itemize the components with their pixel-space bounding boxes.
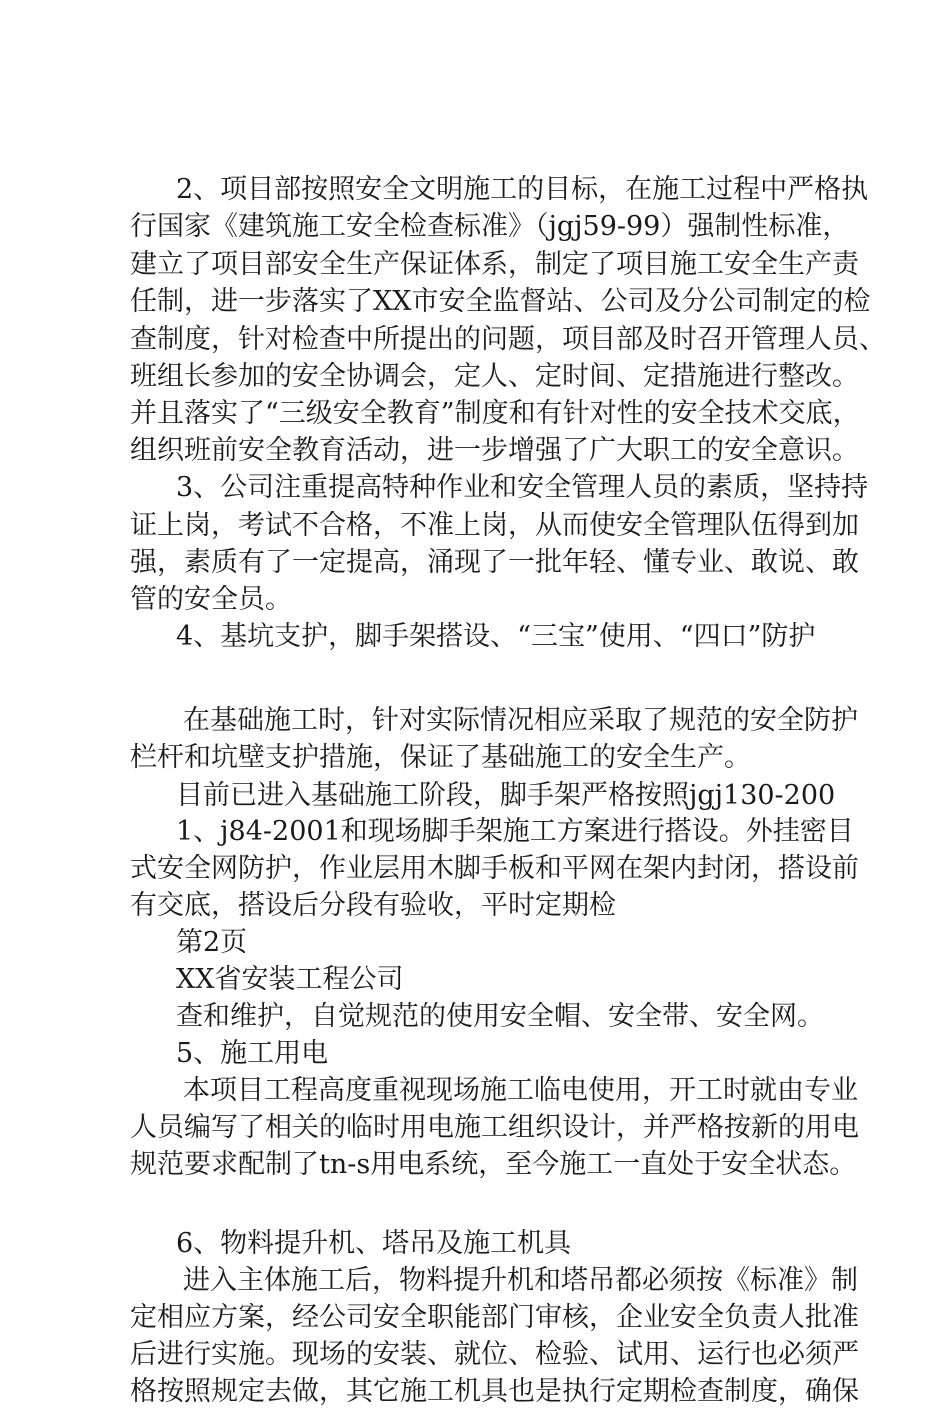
text-line-10: 证上岗，考试不合格，不准上岗，从而使安全管理队伍得到加 xyxy=(130,510,859,541)
text-line-1: 2、项目部按照安全文明施工的目标，在施工过程中严格执 xyxy=(176,174,869,205)
text-line-2: 行国家《建筑施工安全检查标准》（jgj59-99）强制性标准， xyxy=(130,211,850,242)
text-line-15: 栏杆和坑壁支护措施，保证了基础施工的安全生产。 xyxy=(130,742,751,773)
text-line-22: 查和维护，自觉规范的使用安全帽、安全带、安全网。 xyxy=(176,1001,824,1032)
text-line-7: 并且落实了“三级安全教育”制度和有针对性的安全技术交底， xyxy=(130,398,860,429)
text-line-9: 3、公司注重提高特种作业和安全管理人员的素质，坚持持 xyxy=(176,472,869,503)
section-heading-6: 6、物料提升机、塔吊及施工机具 xyxy=(176,1228,572,1259)
text-line-8: 组织班前安全教育活动，进一步增强了广大职工的安全意识。 xyxy=(130,435,859,466)
text-line-25: 人员编写了相关的临时用电施工组织设计，并严格按新的用电 xyxy=(130,1112,859,1143)
text-line-5: 查制度，针对检查中所提出的问题，项目部及时召开管理人员、 xyxy=(130,324,886,355)
text-line-17: 1、j84-2001和现场脚手架施工方案进行搭设。外挂密目 xyxy=(176,816,854,847)
text-line-29: 定相应方案，经公司安全职能部门审核，企业安全负责人批准 xyxy=(130,1302,859,1333)
text-line-16: 目前已进入基础施工阶段，脚手架严格按照jgj130-200 xyxy=(176,780,836,811)
text-line-14: 在基础施工时，针对实际情况相应采取了规范的安全防护 xyxy=(183,705,858,736)
text-line-12: 管的安全员。 xyxy=(130,584,292,615)
text-line-26: 规范要求配制了tn-s用电系统，至今施工一直处于安全状态。 xyxy=(130,1149,857,1180)
page-marker: 第2页 xyxy=(176,927,248,958)
text-line-28: 进入主体施工后，物料提升机和塔吊都必须按《标准》制 xyxy=(183,1265,858,1296)
text-line-13: 4、基坑支护，脚手架搭设、“三宝”使用、“四口”防护 xyxy=(176,621,816,652)
text-line-30: 后进行实施。现场的安装、就位、检验、试用、运行也必须严 xyxy=(130,1339,859,1370)
text-line-11: 强，素质有了一定提高，涌现了一批年轻、懂专业、敢说、敢 xyxy=(130,547,859,578)
section-heading-5: 5、施工用电 xyxy=(176,1038,329,1069)
text-line-3: 建立了项目部安全生产保证体系，制定了项目施工安全生产责 xyxy=(130,249,859,280)
text-line-19: 有交底，搭设后分段有验收，平时定期检 xyxy=(130,890,616,921)
text-line-4: 任制，进一步落实了XX市安全监督站、公司及分公司制定的检 xyxy=(130,286,871,317)
text-line-6: 班组长参加的安全协调会，定人、定时间、定措施进行整改。 xyxy=(130,361,859,392)
text-line-31: 格按照规定去做，其它施工机具也是执行定期检查制度，确保 xyxy=(130,1376,859,1407)
company-name: XX省安装工程公司 xyxy=(176,964,404,995)
text-line-18: 式安全网防护，作业层用木脚手板和平网在架内封闭，搭设前 xyxy=(130,853,859,884)
text-line-24: 本项目工程高度重视现场施工临电使用，开工时就由专业 xyxy=(183,1075,858,1106)
